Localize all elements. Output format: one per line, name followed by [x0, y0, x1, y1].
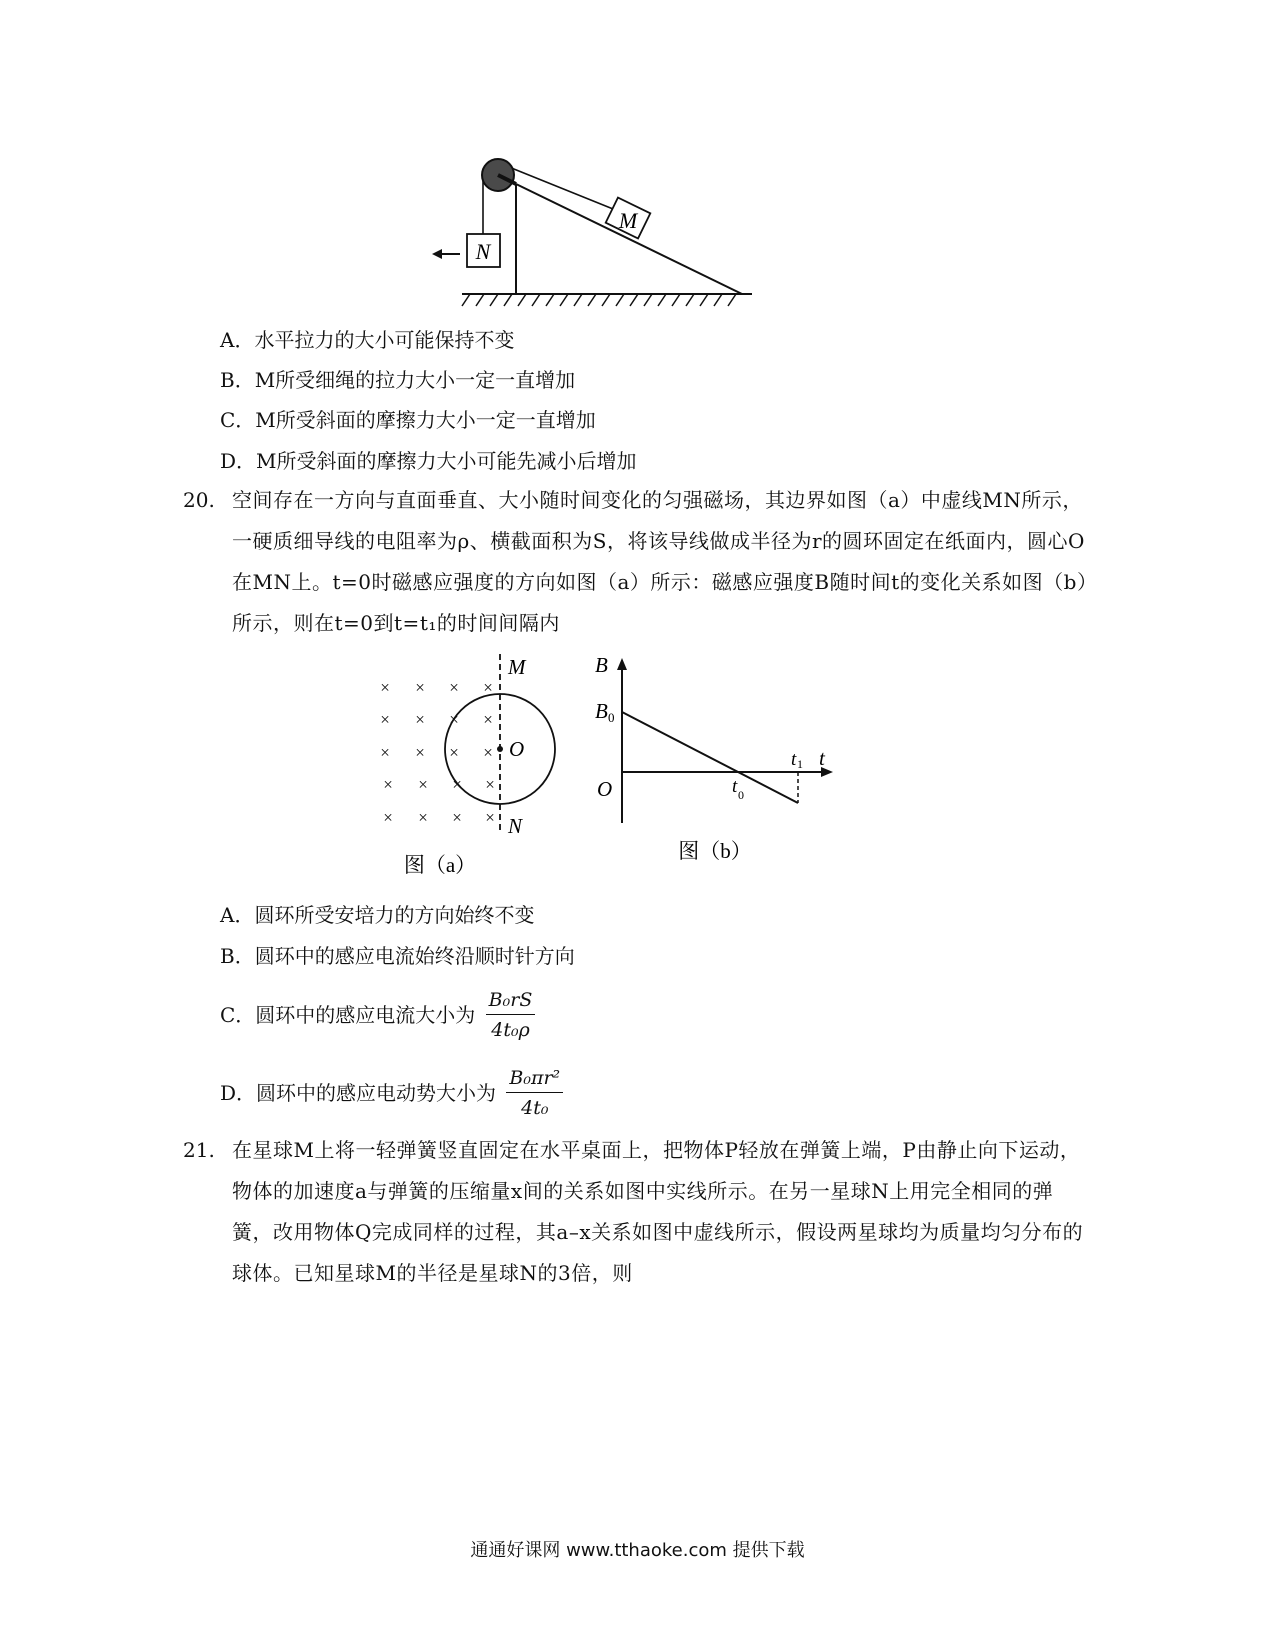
- q20-option-c: [220, 988, 535, 1042]
- t1-label: t: [791, 749, 797, 770]
- q19-option-b: B．M所受细绳的拉力大小一定一直增加: [220, 368, 576, 392]
- figure-a-caption: 图（a）: [403, 853, 477, 877]
- boundary-m-label: M: [508, 655, 526, 679]
- svg-text:×: ×: [415, 743, 425, 762]
- option-c-numerator: B₀rS: [486, 988, 536, 1015]
- q20-number: 20.: [183, 488, 215, 512]
- svg-text:×: ×: [418, 808, 428, 827]
- block-m-label: M: [618, 208, 638, 233]
- b0-label: B: [595, 699, 608, 723]
- q21-number: 21.: [183, 1138, 215, 1162]
- option-d-denominator: 4t₀: [521, 1097, 549, 1119]
- figure-b-caption: 图（b）: [678, 839, 752, 863]
- svg-text:×: ×: [449, 710, 459, 729]
- svg-text:×: ×: [418, 775, 428, 794]
- axis-t-label: t: [819, 746, 825, 770]
- origin-o-label: O: [597, 777, 613, 801]
- option-c-fraction: [486, 988, 536, 1042]
- q20-option-a: A．圆环所受安培力的方向始终不变: [220, 903, 535, 927]
- svg-text:×: ×: [383, 775, 393, 794]
- svg-text:×: ×: [449, 743, 459, 762]
- center-o-label: O: [509, 737, 525, 761]
- svg-text:×: ×: [483, 678, 493, 697]
- boundary-n-label: N: [508, 814, 523, 838]
- svg-text:×: ×: [485, 775, 495, 794]
- svg-text:×: ×: [452, 775, 462, 794]
- option-d-numerator: B₀πr²: [506, 1066, 563, 1093]
- svg-text:×: ×: [483, 710, 493, 729]
- svg-text:×: ×: [449, 678, 459, 697]
- svg-text:×: ×: [483, 743, 493, 762]
- magnetic-field-figure-a: [370, 650, 570, 890]
- q19-option-a: A．水平拉力的大小可能保持不变: [220, 328, 515, 352]
- axis-b-label: B: [595, 653, 608, 677]
- option-d-fraction: [506, 1066, 563, 1120]
- q20-option-b: B．圆环中的感应电流始终沿顺时针方向: [220, 944, 575, 968]
- footer-watermark: 通通好课网 www.tthaoke.com 提供下载: [470, 1540, 805, 1561]
- svg-text:×: ×: [415, 678, 425, 697]
- q20-option-c-text: C．圆环中的感应电流大小为: [220, 1003, 476, 1027]
- svg-text:×: ×: [452, 808, 462, 827]
- svg-text:×: ×: [415, 710, 425, 729]
- pulley-incline-figure: [420, 150, 760, 310]
- b-t-graph-figure-b: [585, 648, 845, 868]
- svg-text:×: ×: [383, 808, 393, 827]
- q19-option-d: D．M所受斜面的摩擦力大小可能先减小后增加: [220, 449, 637, 473]
- svg-text:×: ×: [380, 743, 390, 762]
- t0-label: t: [732, 776, 738, 797]
- t1-subscript: 1: [797, 757, 803, 771]
- q21-text: 在星球M上将一轻弹簧竖直固定在水平桌面上，把物体P轻放在弹簧上端，P由静止向下运动，物体的加速度a与弹簧的压缩量x间的关系如图中实线所示。在另一星球N上用完全相同的弹簧，改用物体Q完成同样的过程，其a–x关系如图中虚线所示，假设两星球均为质量均匀分布的球体。已知星球M的半径是星球N的3倍，则: [232, 1138, 1084, 1285]
- q19-option-c: C．M所受斜面的摩擦力大小一定一直增加: [220, 408, 596, 432]
- svg-text:×: ×: [380, 710, 390, 729]
- block-n-label: N: [475, 239, 491, 264]
- svg-text:×: ×: [485, 808, 495, 827]
- b0-subscript: 0: [608, 710, 615, 725]
- t0-subscript: 0: [738, 788, 744, 802]
- q20-option-d: [220, 1066, 563, 1120]
- option-c-denominator: 4t₀ρ: [491, 1019, 530, 1041]
- svg-text:×: ×: [380, 678, 390, 697]
- q20-option-d-text: D．圆环中的感应电动势大小为: [220, 1081, 497, 1105]
- q20-text: 空间存在一方向与直面垂直、大小随时间变化的匀强磁场，其边界如图（a）中虚线MN所示，一硬质细导线的电阻率为ρ、横截面积为S，将该导线做成半径为r的圆环固定在纸面内，圆心O在MN上。t=0时磁感应强度的方向如图（a）所示：磁感应强度B随时间t的变化关系如图（b）所示，则在t=0到t=t₁的时间间隔内: [232, 488, 1088, 635]
